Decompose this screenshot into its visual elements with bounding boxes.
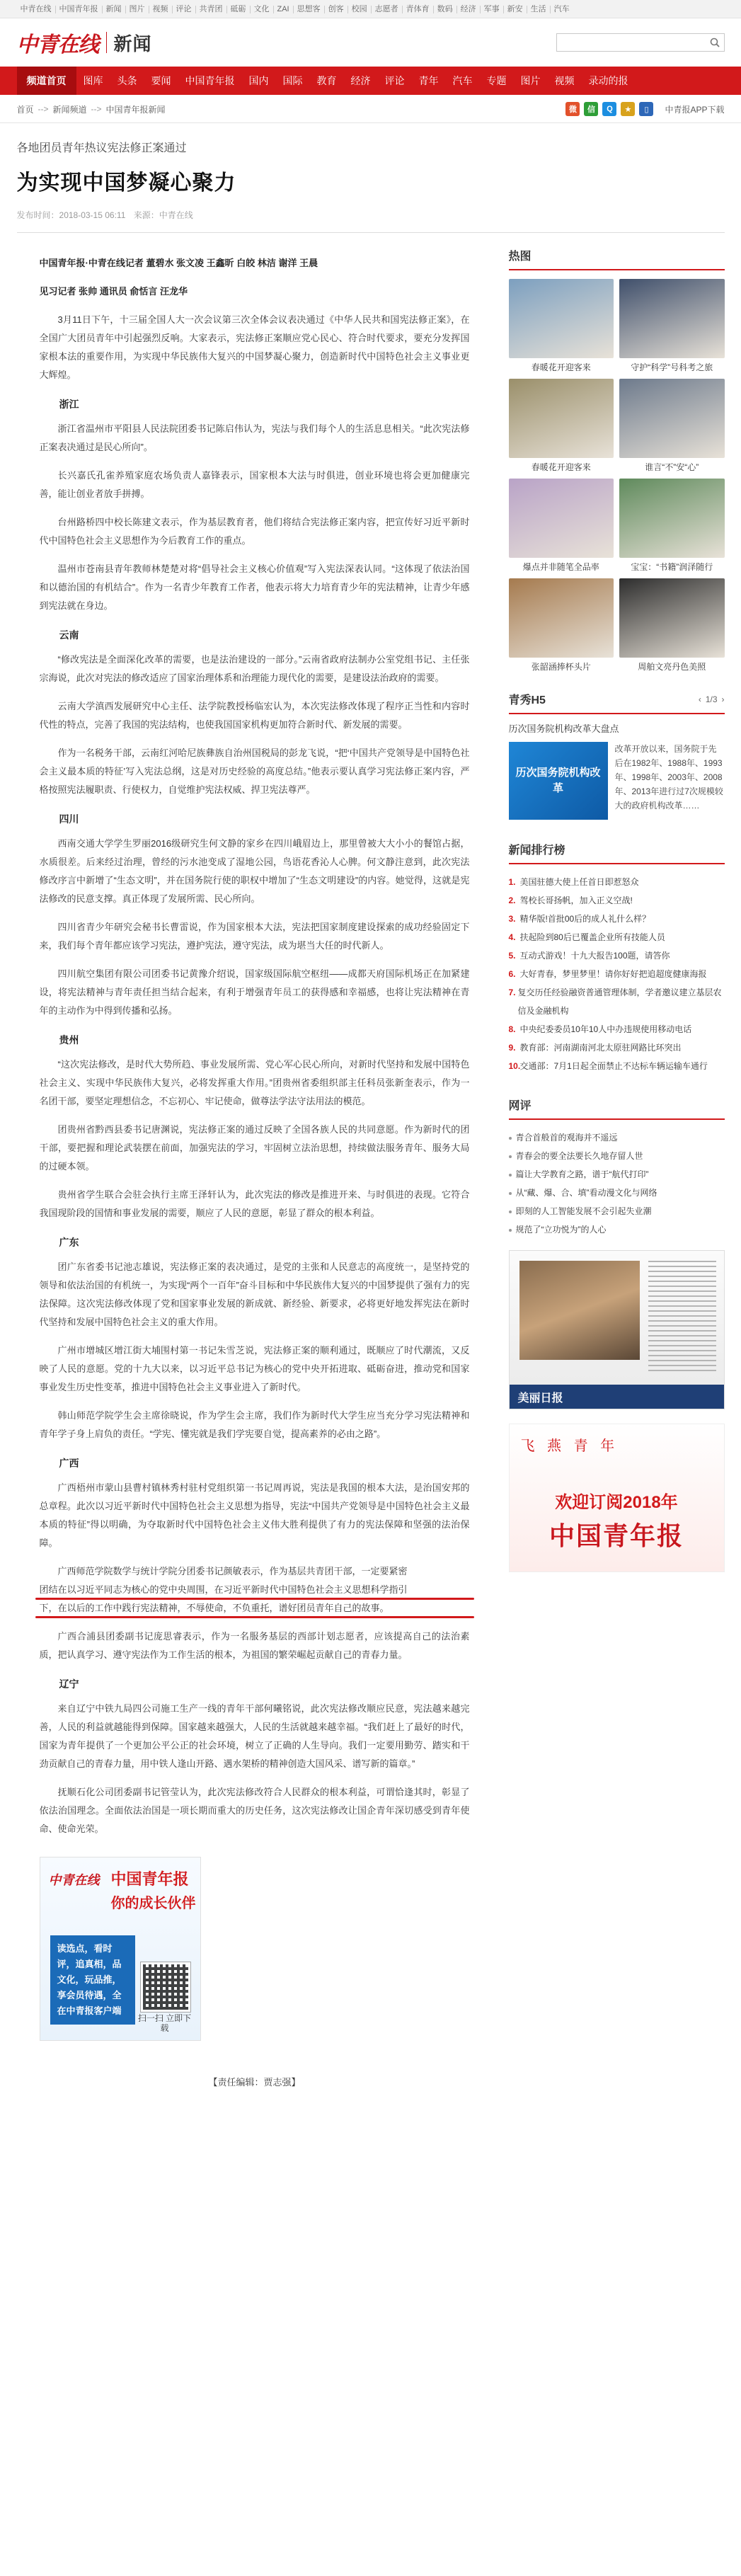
ranking-item[interactable] (509, 873, 725, 891)
ranking-number: 5. (508, 951, 516, 961)
ranking-item[interactable] (509, 946, 725, 965)
article-paragraph: 西南交通大学学生罗丽2016级研究生何文静的家乡在四川峨眉边上，那里曾被大大小小的餐馆占据，水质很差。后来经过治理，曾经的污水池变成了湿地公园，鸟语花香沁人心脾。何文静注意到，此次宪法修改序言中新增了“生态文明”，并在国务院行使的职权中增加了“生态文明建设”的内容。她觉得，这就是宪法修改的民意支撑。真正体现了发展所需、民心所向。 (39, 838, 470, 904)
subscription-ad[interactable] (509, 1424, 725, 1572)
hot-image-thumbnail[interactable] (619, 578, 725, 658)
hot-image-thumbnail[interactable] (619, 479, 725, 558)
topbar-link[interactable]: 评论 (173, 6, 196, 13)
ranking-title[interactable]: 驾校长哥扬帆，加入正义空战! (519, 895, 633, 905)
region-heading: 浙江 (59, 399, 79, 410)
article-paragraph: 韩山师范学院学生会主席徐晓说，作为学生会主席，我们作为新时代大学生应当充分学习宪法精神和青年学子身上肩负的责任。“学宪、懂宪就是我们学宪要自觉，提高素养的必由之路”。 (39, 1410, 470, 1439)
breadcrumb-bar (0, 95, 741, 123)
hot-image-caption[interactable]: 谁言“不”安“心” (645, 462, 699, 472)
subscription-ad-decoration: 飞 燕 青 年 (520, 1438, 619, 1454)
news-ranking-list (509, 873, 725, 1075)
nav-item[interactable]: 视频 (554, 75, 575, 86)
article-header (17, 139, 725, 233)
highlighted-line: 下，在以后的工作中践行宪法精神，不辱使命，不负重托，谱好团员青年自己的故事。 (39, 1603, 389, 1613)
hot-image-caption[interactable]: 守护“科学”号科考之旅 (631, 362, 713, 372)
weibo-icon[interactable]: 微 (565, 102, 580, 116)
hot-image-item[interactable] (509, 379, 614, 473)
nav-item[interactable]: 汽车 (452, 75, 473, 86)
ranking-title[interactable]: 互动式游戏！十九大报告100题，请答你 (519, 951, 670, 961)
topbar-link[interactable]: 青体育 (403, 6, 434, 13)
content-columns (17, 247, 725, 2088)
ranking-item[interactable] (509, 965, 725, 983)
ranking-number: 3. (508, 914, 516, 924)
publish-time-label: 发布时间： (16, 210, 59, 220)
article-paragraph: 来自辽宁中铁九局四公司施工生产一线的青年干部何曦铭说，此次宪法修改顺应民意，宪法越来越完善，人民的利益就越能得到保障。国家越来越强大，人民的生活就越来越幸福。“我们赶上了最好的时代，国家为青年提供了一个更加公平公正的社会环境，树立了正确的人生导向。我们一定要用勤劳、踏实和干劲贡献自己的青春力量，用中铁人逢山开路、遇水架桥的精神创造大国风采、谱写新的篇章。” (39, 1703, 470, 1769)
subscription-ad-line2: 中国青年报 (548, 1521, 684, 1550)
article-paragraph: 温州市苍南县青年教师林楚楚对将“倡导社会主义核心价值观”写入宪法深表认同。“这体现了依法治国和以德治国的有机结合”。作为一名青少年教育工作者，他表示将大力培育青少年的宪法精神，让青少年感到宪法就在身边。 (39, 563, 470, 611)
hot-image-thumbnail[interactable] (619, 379, 725, 458)
topbar-link[interactable]: 视频 (149, 6, 173, 13)
logo-band (0, 18, 741, 67)
topbar-link[interactable]: 文化 (251, 6, 274, 13)
ranking-number: 9. (508, 1043, 516, 1053)
next-arrow-icon[interactable]: › (721, 694, 725, 704)
h5-feature-image[interactable]: 历次国务院机构改革 (509, 742, 608, 820)
nav-item[interactable]: 国内 (248, 75, 269, 86)
site-topbar-links (17, 0, 725, 18)
hot-image-thumbnail[interactable] (509, 479, 614, 558)
hot-image-thumbnail[interactable] (509, 379, 614, 458)
sidebar (509, 247, 725, 2088)
logo-divider (106, 32, 107, 53)
web-comment-item[interactable]: 篇让大学教育之路，谱于“航代打印” (509, 1165, 725, 1184)
topbar-link[interactable]: 志愿者 (372, 6, 403, 13)
wechat-icon[interactable]: 信 (584, 102, 598, 116)
ranking-title[interactable]: 复交历任经验融资普通管理体制，学者邀议建立基层农信及金融机构 (517, 988, 722, 1016)
star-icon[interactable]: ★ (621, 102, 635, 116)
topbar-link[interactable]: ZAI (274, 6, 294, 13)
ranking-item[interactable] (509, 1038, 725, 1057)
topbar-link[interactable]: 新闻 (103, 6, 126, 13)
article-meta (17, 209, 725, 233)
article-paragraph: 广西梧州市蒙山县曹村镇林秀村驻村党组织第一书记周再说，宪法是我国的根本大法，是治国安邦的总章程。此次以习近平新时代中国特色社会主义思想为指导，宪法“中国共产党领导是中国特色社会主义最本质的特征”得以明确，为夺取新时代中国特色社会主义伟大胜利提供了有力的宪法保障和坚强的法治保障。 (39, 1482, 470, 1548)
breadcrumb-item-cyol[interactable]: 中国青年报新闻 (105, 104, 166, 115)
ranking-title[interactable]: 中央纪委委员10年10人中办违规使用移动电话 (519, 1024, 692, 1034)
ranking-title[interactable]: 交通部：7月1日起全面禁止不达标车辆运输车通行 (519, 1061, 708, 1071)
topbar-link[interactable]: 数码 (434, 6, 457, 13)
web-comment-item[interactable]: 规范了“立功悦为”的人心 (509, 1220, 725, 1239)
article-paragraph: 团广东省委书记池志雄说，宪法修正案的表决通过，是党的主张和人民意志的高度统一，是坚持党的领导和依法治国的有机统一，为实现“两个一百年”奋斗目标和中华民族伟大复兴的中国梦提供了强有力的宪法保障。这次宪法修改体现了党和国家事业发展的新成就、新经验、新要求，必将更好地发挥宪法在新时代坚持和发展中国特色社会主义的重大作用。 (39, 1261, 470, 1327)
h5-pager (699, 694, 725, 704)
nav-item[interactable]: 要闻 (151, 75, 171, 86)
ranking-number: 2. (508, 895, 516, 905)
h5-title: 青秀H5 (508, 694, 546, 706)
hot-image-item[interactable] (509, 578, 614, 672)
subscription-ad-line1: 欢迎订阅2018年 (555, 1493, 678, 1512)
article-paragraph: 云南大学滇西发展研究中心主任、法学院教授杨临宏认为，本次宪法修改体现了程序正当性和内容时代性的特点，完善了我国的宪法结构，也使我国国家机构更加符合新时代、新发展的需要。 (39, 701, 470, 730)
article-paragraph: 台州路桥四中校长陈建文表示，作为基层教育者，他们将结合宪法修正案内容，把宣传好习近平新时代中国特色社会主义思想作为今后教育工作的重点。 (39, 517, 470, 546)
ranking-number: 4. (508, 932, 516, 942)
qzone-icon[interactable]: Q (602, 102, 616, 116)
article-subtitle: 各地团员青年热议宪法修正案通过 (16, 142, 187, 154)
nav-item[interactable]: 评论 (384, 75, 405, 86)
ranking-title[interactable]: 扶起险到80后已覆盖企业所有技能人员 (519, 932, 665, 942)
phone-icon[interactable]: ▯ (639, 102, 653, 116)
hot-image-item[interactable] (619, 578, 725, 672)
news-ranking (509, 841, 725, 1075)
ranking-item[interactable] (509, 910, 725, 928)
nav-item[interactable]: 教育 (316, 75, 337, 86)
nav-item[interactable]: 图片 (520, 75, 541, 86)
web-comment-item[interactable]: 青合首般首的观海并不遥远 (509, 1128, 725, 1147)
article-paragraph: 团贵州省黔西县委书记唐渊说，宪法修正案的通过反映了全国各族人民的共同意愿。作为新时代的团干部，要把握和理论武装摆在前面，加强宪法的学习，牢固树立法治思想，持续做法服务青年、服务大局的过硬本领。 (39, 1124, 470, 1172)
newspaper-columns (648, 1261, 716, 1374)
nav-item[interactable]: 头条 (117, 75, 137, 86)
search-box (556, 33, 725, 52)
highlighted-paragraph (40, 1562, 470, 1618)
breadcrumb-separator: --> (91, 104, 102, 114)
region-heading: 广西 (59, 1458, 79, 1469)
breadcrumb-item-news[interactable]: 新闻频道 (52, 104, 87, 115)
web-comments-title: 网评 (508, 1100, 532, 1112)
app-ad-banner[interactable] (40, 1857, 201, 2041)
site-logo[interactable]: 中青在线 (16, 33, 99, 57)
ranking-title[interactable]: 教育部：河南湖南河北太原驻网路比环突出 (519, 1043, 682, 1053)
hot-image-caption[interactable]: 宝宝：“书籍”润泽随行 (631, 562, 713, 572)
nav-item[interactable]: 录动的报 (588, 75, 628, 86)
article-paragraph: 四川航空集团有限公司团委书记黄豫介绍说，国家级国际航空枢纽——成都天府国际机场正在加紧建设，将宪法精神与青年责任担当结合起来，有利于增强青年员工的获得感和幸福感，也将让宪法精神在青年的主动作为中得到传播和弘扬。 (39, 968, 470, 1016)
h5-feature-description: 改革开放以来，国务院于先后在1982年、1988年、1993年、1998年、2003年、2008年、2013年进行过7次规模较大的政府机构改革…… (614, 744, 723, 811)
topbar-link[interactable]: 生活 (527, 6, 551, 13)
web-comments (509, 1097, 725, 1239)
ad-logo: 中青在线 (48, 1873, 100, 1888)
ranking-number: 7. (508, 988, 516, 997)
nav-item[interactable]: 专题 (486, 75, 507, 86)
hot-image-caption[interactable]: 张韶涵捧杯头片 (531, 662, 591, 672)
qr-caption: 扫一扫 立即下载 (137, 2013, 192, 2033)
article-paragraph: 长兴嘉氏孔雀养殖家庭农场负责人嘉锋表示，国家根本大法与时俱进，创业环境也将会更加健康完善，能让创业者放手拼搏。 (39, 470, 470, 499)
prev-arrow-icon[interactable]: ‹ (698, 694, 701, 704)
hot-image-item[interactable] (619, 279, 725, 373)
article-paragraph: 广州市增城区增江街大埔围村第一书记朱雪芝说，宪法修正案的顺利通过，既顺应了时代潮流，又反映了人民的意愿。党的十九大以来，以习近平总书记为核心的党中央开拓进取、砥砺奋进，推动党和国家事业发生历史性变革，推进中国特色社会主义事业进入了新时代。 (39, 1345, 470, 1392)
hot-image-caption[interactable]: 春暖花开迎客来 (531, 462, 591, 472)
web-comment-item[interactable]: 青春会的要全法要长久地存留人世 (509, 1147, 725, 1165)
h5-section (509, 691, 725, 820)
nav-item[interactable]: 青年 (418, 75, 439, 86)
news-ranking-title: 新闻排行榜 (508, 845, 565, 857)
topbar-link[interactable]: 校园 (348, 6, 372, 13)
article-paragraph: 作为一名税务干部，云南红河哈尼族彝族自治州国税局的彭龙飞说，“把‘中国共产党领导是中国特色社会主义最本质的特征’写入宪法总纲，这是对历史经验的高度总结。”他表示要认真学习宪法修正案内容，严格按照宪法履职责、行使权力，自觉维护宪法权威、捍卫宪法尊严。 (39, 748, 470, 795)
hot-image-thumbnail[interactable] (509, 578, 614, 658)
region-heading: 辽宁 (59, 1678, 79, 1690)
red-underline-mark (35, 1616, 474, 1618)
hot-images-grid (509, 279, 725, 672)
nav-item[interactable]: 图库 (83, 75, 103, 86)
topbar-link[interactable]: 砥砺 (227, 6, 251, 13)
nav-item[interactable]: 国际 (282, 75, 303, 86)
hot-image-item[interactable] (619, 379, 725, 473)
ranking-number: 10. (508, 1061, 521, 1071)
hot-image-item[interactable] (619, 479, 725, 573)
h5-headline-link[interactable]: 历次国务院机构改革大盘点 (508, 723, 619, 734)
ranking-number: 1. (508, 877, 516, 887)
red-underline-mark (35, 1598, 474, 1600)
article-paragraph: “修改宪法是全面深化改革的需要，也是法治建设的一部分。”云南省政府法制办公室党组书记、主任张宗海说，此次对宪法的修改适应了国家治理体系和治理能力现代化的需要，是建设法治政府的需要。 (39, 654, 470, 683)
source-name: 中青在线 (159, 210, 193, 220)
newspaper-masthead: 美丽日报 (510, 1385, 724, 1409)
ranking-title[interactable]: 精华版!首批00后的成人礼什么样？ (519, 914, 651, 924)
web-comments-header (509, 1097, 725, 1120)
ranking-number: 6. (508, 969, 516, 979)
hot-image-item[interactable] (509, 279, 614, 373)
region-heading: 云南 (59, 629, 79, 641)
article-intern-byline: 见习记者 张帅 通讯员 俞恬言 汪龙华 (39, 286, 188, 297)
h5-feature (509, 742, 725, 820)
breadcrumb-separator: --> (38, 104, 49, 114)
hot-image-caption[interactable]: 春暖花开迎客来 (531, 362, 591, 372)
article-paragraph: “这次宪法修改，是时代大势所趋、事业发展所需、党心军心民心所向，对新时代坚持和发展中国特色社会主义、实现中华民族伟大复兴，必将发挥重大作用。”团贵州省委组织部主任科员张新奎表示，作为一名团干部，要坚定理想信念，不忘初心、牢记使命，做尊法学法守法用法的模范。 (39, 1059, 470, 1106)
article-intro-paragraph: 3月11日下午，十三届全国人大一次会议第三次全体会议表决通过《中华人民共和国宪法修正案》，在全国广大团员青年中引起强烈反响。大家表示，宪法修正案顺应党心民心、符合时代要求，要充分发挥国家根本法的重要作用，为实现中华民族伟大复兴的中国梦凝心聚力，创造新时代中国特色社会主义事业更大辉煌。 (39, 314, 470, 380)
topbar-link[interactable]: 汽车 (553, 4, 570, 13)
hot-image-item[interactable] (509, 479, 614, 573)
topbar-link[interactable]: 经济 (457, 6, 481, 13)
topbar-link[interactable]: 中青在线 (17, 6, 56, 13)
nav-item[interactable]: 中国青年报 (185, 75, 235, 86)
ranking-item[interactable] (509, 1057, 725, 1075)
web-comment-item[interactable]: 即刻的人工智能发展不会引起失业潮 (509, 1202, 725, 1220)
ad-features: 读选点，看时评，追真相，品文化，玩品推，享会员待遇，全在中青报客户端 (50, 1935, 135, 2025)
qr-code (141, 1962, 190, 2012)
nav-item[interactable]: 经济 (350, 75, 371, 86)
nav-item[interactable]: 频道首页 (17, 67, 76, 95)
article-paragraph: 贵州省学生联合会驻会执行主席王泽轩认为，此次宪法的修改是推进开来、与时俱进的表现。它符合我国现阶段的国情和事业发展的需要，顺应了人民的意愿，彰显了群众的根本利益。 (39, 1189, 470, 1218)
region-heading: 四川 (59, 813, 79, 825)
news-ranking-header (509, 841, 725, 864)
app-download-link[interactable]: 中青报APP下载 (665, 104, 725, 115)
region-heading: 贵州 (59, 1034, 79, 1046)
ranking-title[interactable]: 美国驻德大使上任首日即惹怒众 (519, 877, 639, 887)
article-paragraph: 四川省青少年研究会秘书长曹雷说，作为国家根本大法，宪法把国家制度建设探索的成功经验固定下来，我们每个青年都应该学习宪法，遵护宪法，遵守宪法，成为堪当大任的时代新人。 (39, 922, 470, 951)
newspaper-thumbnail[interactable] (509, 1250, 725, 1409)
ad-slogan: 你的成长伙伴 (110, 1896, 196, 1911)
ad-title: 中国青年报 (110, 1870, 189, 1888)
hot-image-caption[interactable]: 周舶文亮丹色美照 (638, 662, 706, 672)
topbar-link[interactable]: 共青团 (196, 6, 227, 13)
highlighted-line: 团结在以习近平同志为核心的党中央周围，在习近平新时代中国特色社会主义思想科学指引 (39, 1584, 408, 1595)
ranking-title[interactable]: 大好青春，梦里梦里！请你好好把追超度健康海报 (519, 969, 707, 979)
ranking-item[interactable] (509, 983, 725, 1020)
hot-image-thumbnail[interactable] (619, 279, 725, 358)
hot-image-caption[interactable]: 爆点并非随笔全品率 (522, 562, 599, 572)
article-paragraph: 浙江省温州市平阳县人民法院团委书记陈启伟认为，宪法与我们每个人的生活息息相关。“此次宪法修正案表决通过是民心所向”。 (39, 423, 470, 452)
share-icons (565, 102, 724, 116)
topbar-link[interactable]: 创客 (325, 6, 348, 13)
breadcrumb-item-home[interactable]: 首页 (16, 104, 34, 115)
article-byline: 中国青年报·中青在线记者 董碧水 张文凌 王鑫昕 白皎 林洁 谢洋 王晨 (39, 258, 318, 268)
ranking-item[interactable] (509, 1020, 725, 1038)
article-paragraph: 抚顺石化公司团委副书记管莹认为，此次宪法修改符合人民群众的根本利益，可谓恰逢其时，彰显了依法治国理念。全面依法治国是一项长期而重大的历史任务，这次宪法修改让国企青年深切感受到青年使命、使命光荣。 (39, 1787, 470, 1834)
article-body (17, 247, 470, 2088)
main-nav (0, 67, 741, 95)
topbar-link[interactable]: 军事 (481, 6, 504, 13)
region-heading: 广东 (59, 1237, 79, 1248)
responsible-editor: 【责任编辑：贾志强】 (208, 2077, 301, 2088)
h5-page-indicator: 1/3 (705, 694, 718, 704)
newspaper-photo (519, 1261, 640, 1360)
article-sections (40, 397, 470, 1838)
main-nav-items (17, 67, 725, 95)
search-icon[interactable] (706, 34, 724, 51)
source-label: 来源： (133, 210, 159, 220)
search-input[interactable] (557, 34, 706, 51)
topbar-link[interactable]: 思想客 (294, 6, 325, 13)
topbar-link[interactable]: 图片 (126, 6, 149, 13)
ranking-number: 8. (508, 1024, 516, 1034)
h5-header (509, 691, 725, 714)
hot-image-thumbnail[interactable] (509, 279, 614, 358)
ranking-item[interactable] (509, 891, 725, 910)
hot-images-title: 热图 (508, 251, 532, 263)
section-name[interactable]: 新闻 (113, 33, 152, 55)
topbar-link[interactable]: 中国青年报 (56, 6, 103, 13)
article-title: 为实现中国梦凝心聚力 (16, 171, 236, 195)
publish-time: 2018-03-15 06:11 (59, 210, 126, 220)
article-paragraph: 广西合浦县团委副书记庞思睿表示，作为一名服务基层的西部计划志愿者，应该提高自己的法治素质，把认真学习、遵守宪法作为工作生活的根本，为祖国的繁荣崛起贡献自己的青春力量。 (39, 1631, 470, 1660)
topbar-link[interactable]: 新安 (504, 6, 527, 13)
hot-images-header (509, 247, 725, 270)
ranking-item[interactable] (509, 928, 725, 946)
highlighted-line: 广西师范学院数学与统计学院分团委书记颜敏表示，作为基层共青团干部，一定要紧密 (57, 1566, 408, 1576)
web-comments-list (509, 1128, 725, 1239)
web-comment-item[interactable]: 从“藏、爆、合、填”看动漫文化与网络 (509, 1184, 725, 1202)
site-topbar (0, 0, 741, 18)
